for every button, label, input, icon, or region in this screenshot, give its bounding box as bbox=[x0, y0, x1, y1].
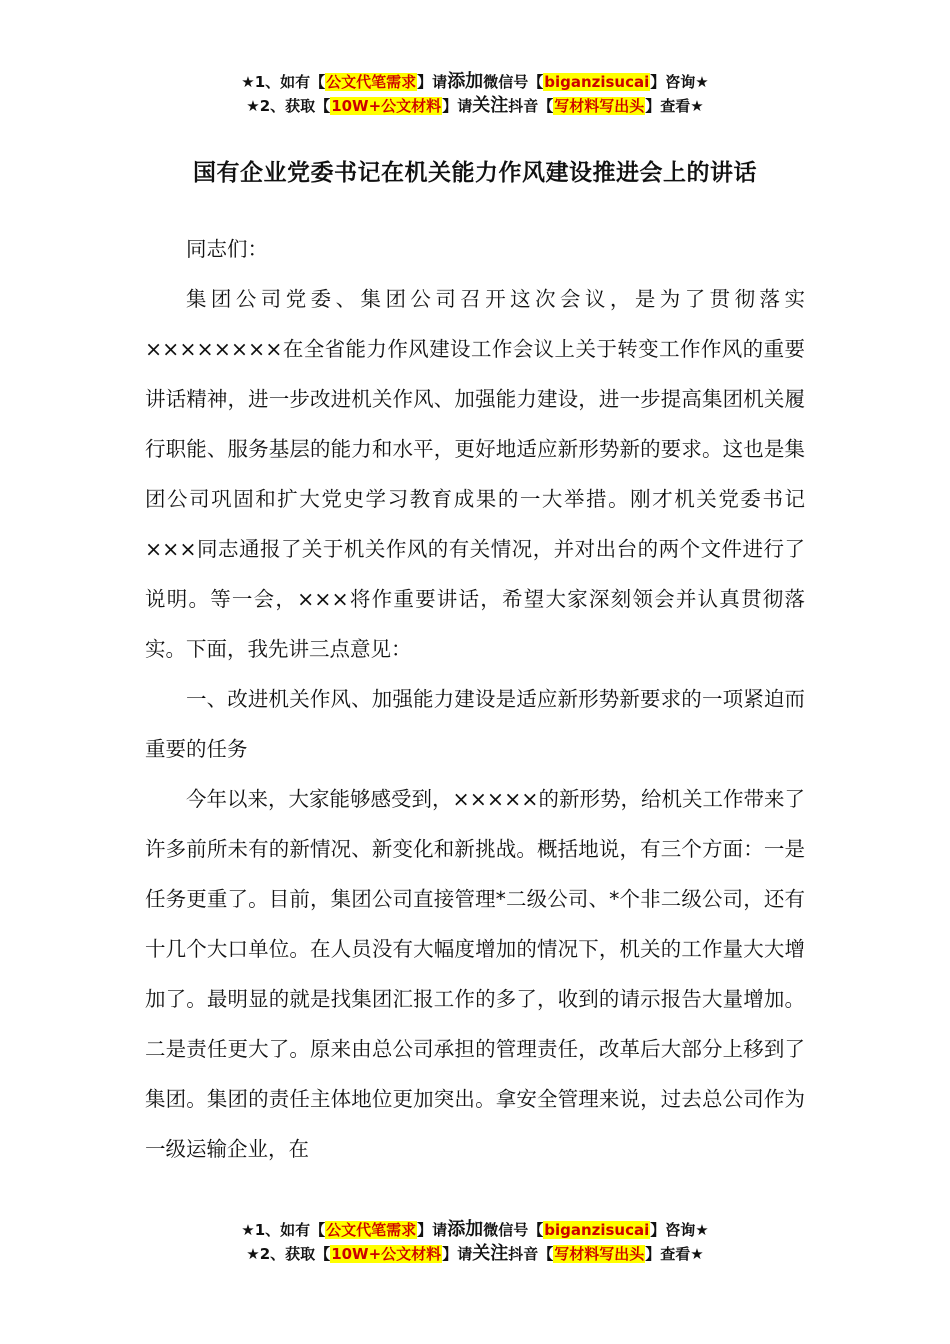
salutation: 同志们： bbox=[186, 237, 268, 261]
document-title: 国有企业党委书记在机关能力作风建设推进会上的讲话 bbox=[193, 160, 757, 186]
banner-line-2 bbox=[0, 1242, 950, 1266]
banner-text: ★2、获取【 bbox=[246, 1245, 331, 1263]
banner-emphasis: 关注 bbox=[472, 1243, 509, 1264]
banner-highlight: 公文代笔需求 bbox=[326, 1221, 417, 1239]
banner-text: 抖音【 bbox=[508, 97, 554, 115]
banner-text: 微信号【 bbox=[483, 73, 544, 91]
banner-wechat-id: biganzisucai bbox=[544, 73, 650, 91]
banner-text: ★1、如有【 bbox=[241, 73, 326, 91]
banner-line-1 bbox=[0, 70, 950, 94]
header-banner bbox=[0, 70, 950, 118]
banner-emphasis: 添加 bbox=[447, 71, 484, 92]
banner-emphasis: 关注 bbox=[472, 95, 509, 116]
banner-douyin-id: 写材料写出头 bbox=[554, 1245, 645, 1263]
banner-wechat-id: biganzisucai bbox=[544, 1221, 650, 1239]
banner-text: 抖音【 bbox=[508, 1245, 554, 1263]
banner-text: 】查看★ bbox=[645, 1245, 704, 1263]
footer-banner bbox=[0, 1218, 950, 1266]
section-heading: 一、改进机关作风、加强能力建设是适应新形势新要求的一项紧迫而重要的任务 bbox=[145, 687, 805, 761]
paragraph: 今年以来，大家能够感受到，×××××的新形势，给机关工作带来了许多前所未有的新情况、新变化和新挑战。概括地说，有三个方面：一是任务更重了。目前，集团公司直接管理*二级公司、*个非二级公司，还有十几个大口单位。在人员没有大幅度增加的情况下，机关的工作量大大增加了。最明显的就是找集团汇报工作的多了，收到的请示报告大量增加。二是责任更大了。原来由总公司承担的管理责任，改革后大部分上移到了集团。集团的责任主体地位更加突出。拿安全管理来说，过去总公司作为一级运输企业，在 bbox=[145, 787, 805, 1161]
banner-text: 】咨询★ bbox=[650, 73, 709, 91]
banner-text: 】请 bbox=[417, 73, 448, 91]
banner-text: 】请 bbox=[442, 1245, 473, 1263]
banner-text: 微信号【 bbox=[483, 1221, 544, 1239]
banner-highlight: 10W+公文材料 bbox=[331, 1245, 442, 1263]
banner-highlight: 公文代笔需求 bbox=[326, 73, 417, 91]
banner-line-2 bbox=[0, 94, 950, 118]
banner-text: 】请 bbox=[417, 1221, 448, 1239]
banner-text: 】请 bbox=[442, 97, 473, 115]
banner-douyin-id: 写材料写出头 bbox=[554, 97, 645, 115]
banner-text: ★2、获取【 bbox=[246, 97, 331, 115]
paragraph: 集团公司党委、集团公司召开这次会议，是为了贯彻落实××××××××在全省能力作风建设工作会议上关于转变工作作风的重要讲话精神，进一步改进机关作风、加强能力建设，进一步提高集团机关履行职能、服务基层的能力和水平，更好地适应新形势新的要求。这也是集团公司巩固和扩大党史学习教育成果的一大举措。刚才机关党委书记×××同志通报了关于机关作风的有关情况，并对出台的两个文件进行了说明。等一会，×××将作重要讲话，希望大家深刻领会并认真贯彻落实。下面，我先讲三点意见： bbox=[145, 287, 805, 661]
banner-highlight: 10W+公文材料 bbox=[331, 97, 442, 115]
document-body bbox=[145, 224, 805, 1174]
banner-emphasis: 添加 bbox=[447, 1219, 484, 1240]
banner-text: 】咨询★ bbox=[650, 1221, 709, 1239]
banner-line-1 bbox=[0, 1218, 950, 1242]
banner-text: ★1、如有【 bbox=[241, 1221, 326, 1239]
banner-text: 】查看★ bbox=[645, 97, 704, 115]
